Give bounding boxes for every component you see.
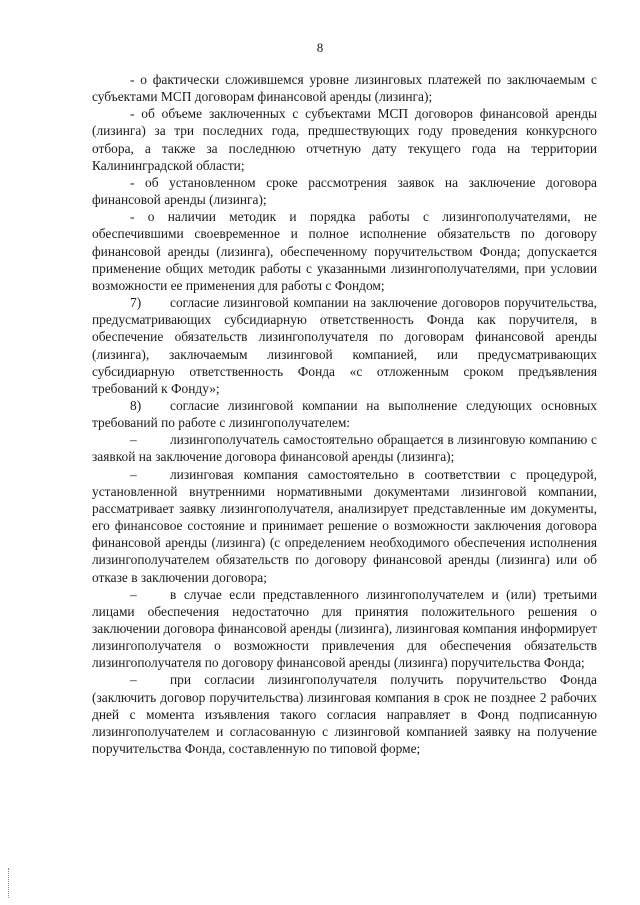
paragraph-item-7 bbox=[92, 294, 597, 397]
paragraph-leasing-payments: - о фактически сложившемся уровне лизинговых платежей по заключаемым с субъектами МСП договорам финансовой аренды (лизинга); bbox=[92, 72, 597, 105]
dash-text: лизингополучатель самостоятельно обращается в лизинговую компанию с заявкой на заключение договора финансовой аренды (лизинга); bbox=[92, 432, 597, 465]
paragraph-contract-volume: - об объеме заключенных с субъектами МСП договоров финансовой аренды (лизинга) за три последних года, предшествующих году проведения конкурсного отбора, а также за последнюю отчетную дату текущего года на территории Калининградской области; bbox=[92, 106, 597, 173]
scan-edge-mark bbox=[8, 868, 10, 898]
dash-marker: – bbox=[130, 432, 137, 448]
item-text: согласие лизинговой компании на заключение договоров поручительства, предусматривающих субсидиарную ответственность Фонда как поручителя, в обеспечение обязательств лизингополучателя по договорам финансовой аренды (лизинга), заключаемым лизинговой компанией, или предусматривающих субсидиарную ответственность Фонда «с отложенным сроком предъявления требований к Фонду»; bbox=[92, 295, 597, 396]
paragraph-review-term: - об установленном сроке рассмотрения заявок на заключение договора финансовой аренды (лизинга); bbox=[92, 174, 597, 208]
dash-text: при согласии лизингополучателя получить поручительство Фонда (заключить договор поручительства) лизинговая компания в срок не позднее 2 рабочих дней с момента изъявления такого согласия направляет в Фонд подписанную лизингополучателем и согласованную с лизинговой компанией заявку на получение поручительства Фонда, составленную по типовой форме; bbox=[92, 672, 597, 757]
dash-marker: – bbox=[130, 672, 137, 688]
dash-marker: – bbox=[130, 466, 137, 482]
item-text: согласие лизинговой компании на выполнение следующих основных требований по работе с лизингополучателем: bbox=[92, 397, 597, 431]
paragraph-dash-applies bbox=[92, 431, 597, 465]
paragraph-dash-reviews bbox=[92, 466, 597, 586]
item-number: 7) bbox=[130, 295, 142, 311]
document-body bbox=[92, 71, 597, 757]
dash-text: лизинговая компания самостоятельно в соответствии с процедурой, установленной внутренними нормативными документами лизинговой компании, рассматривает заявку лизингополучателя, анализирует представленные им документы, его финансовое состояние и принимает решение о возможности заключения договора финансовой аренды (лизинга) (с определением необходимого обеспечения исполнения лизингополучателем обязательств по договору финансовой аренды (лизинга) или об отказе в заключении договора; bbox=[92, 466, 597, 585]
dash-marker: – bbox=[130, 586, 137, 602]
page-number: 8 bbox=[316, 40, 324, 55]
item-number: 8) bbox=[130, 397, 142, 413]
paragraph-dash-consent bbox=[92, 671, 597, 757]
paragraph-dash-informs bbox=[92, 586, 597, 672]
paragraph-methods: - о наличии методик и порядка работы с лизингополучателями, не обеспечившими своевременное и полное исполнение обязательств по договору финансовой аренды (лизинга), обеспеченному поручительством Фонда; допускается применение общих методик работы с указанными лизингополучателями, при условии возможности ее применения для работы с Фондом; bbox=[92, 209, 597, 293]
paragraph-item-8 bbox=[92, 397, 597, 431]
dash-text: в случае если представленного лизингополучателем и (или) третьими лицами обеспечения недостаточно для принятия положительного решения о заключении договора финансовой аренды (лизинга), лизинговая компания информирует лизингополучателя о возможности привлечения для обеспечения обязательств лизингополучателя по договору финансовой аренды (лизинга) поручительства Фонда; bbox=[92, 586, 597, 671]
